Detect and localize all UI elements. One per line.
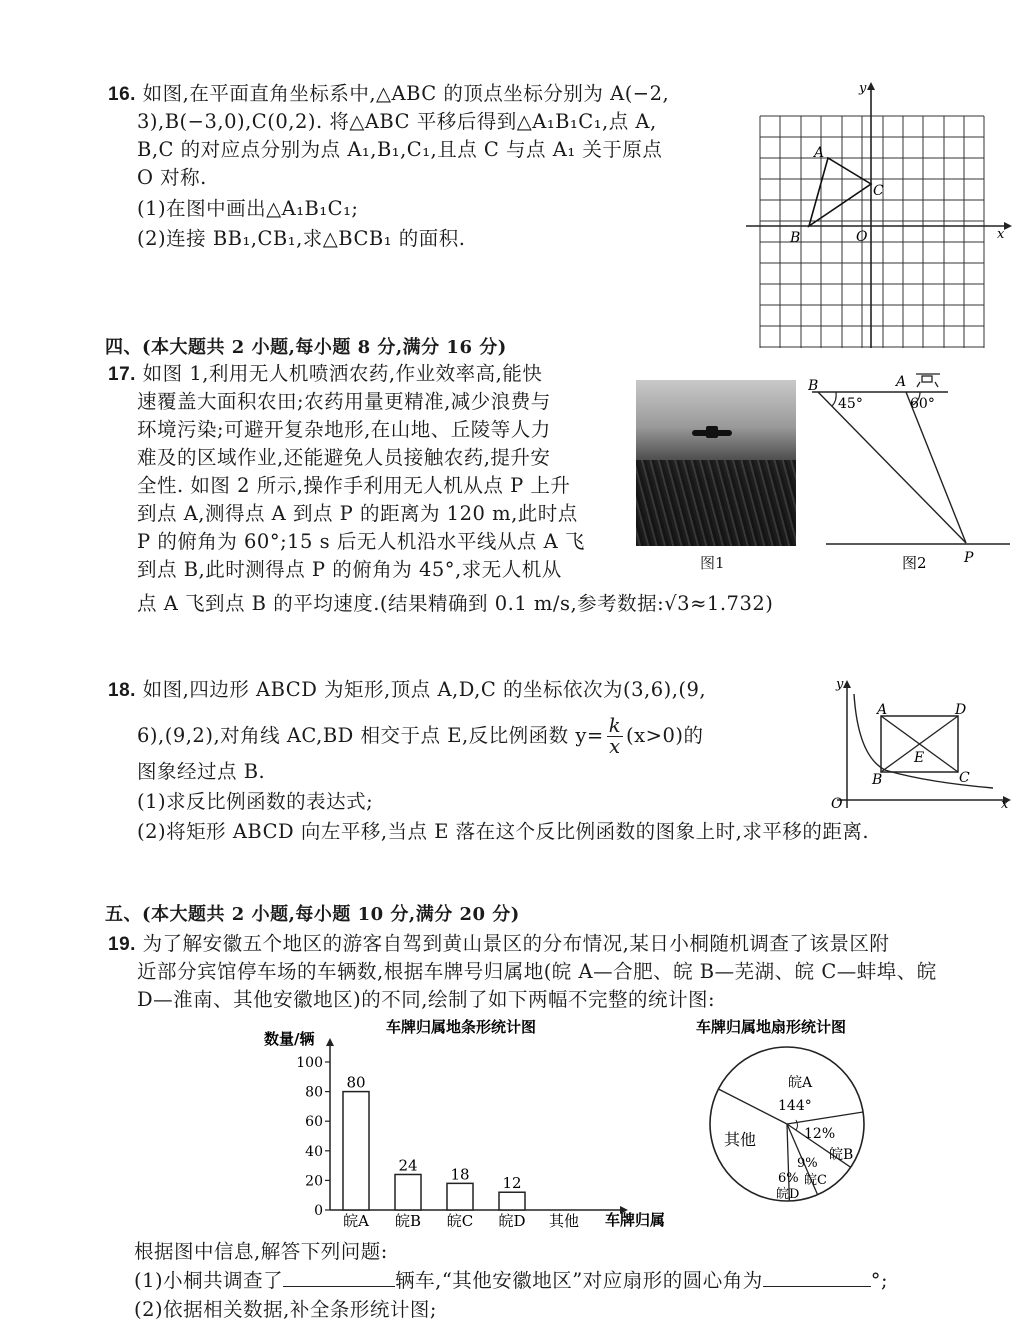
bar-value-label: 18 (450, 1165, 470, 1184)
q18-text-2a: 6),(9,2),对角线 AC,BD 相交于点 E,反比例函数 y= (137, 724, 604, 747)
q17-line-ap (906, 392, 966, 543)
q17-label-p: P (964, 550, 974, 566)
q19-blank-1[interactable] (283, 1266, 395, 1287)
q19-pie-chart (696, 1012, 901, 1212)
q19-sub-1 (134, 1266, 888, 1295)
q18-fraction (607, 716, 623, 757)
q19-blank-2[interactable] (763, 1266, 871, 1287)
bar-chart-xlabel: 车牌归属 (605, 1211, 666, 1229)
q17-line-7: P 的俯角为 60°;15 s 后无人机沿水平线从点 A 飞 (137, 530, 585, 553)
q18-label-a: A (877, 702, 888, 718)
q18-sub-1: (1)求反比例函数的表达式; (137, 790, 374, 813)
bar-y-tick-label: 80 (305, 1084, 323, 1101)
q18-line-1 (108, 676, 706, 705)
q17-photo-field (636, 460, 796, 546)
q19-after-text: 根据图中信息,解答下列问题: (134, 1240, 388, 1263)
q17-angle-arc-b (832, 392, 836, 406)
q16-line-2: 3),B(−3,0),C(0,2). 将△ABC 平移后得到△A₁B₁C₁,点 A, (137, 110, 657, 133)
q17-line-9: 点 A 飞到点 B 的平均速度.(结果精确到 0.1 m/s,参考数据:√3≈1.732) (137, 592, 774, 615)
bar-category-label: 皖C (446, 1212, 474, 1230)
q17-line-6: 到点 A,测得点 A 到点 P 的距离为 120 m,此时点 (137, 502, 578, 525)
q16-label-o: O (856, 229, 868, 245)
q16-y-arrow (867, 82, 875, 90)
q17-drone-body-icon (706, 426, 718, 438)
q18-figure (825, 676, 1013, 811)
q18-text-2b: (x>0)的 (626, 724, 704, 747)
bar-chart-categories (343, 1212, 579, 1230)
bar-0 (343, 1092, 369, 1210)
bar-value-label: 80 (346, 1073, 366, 1092)
bar-y-tick-label: 0 (314, 1203, 323, 1219)
q16-sub-2: (2)连接 BB₁,CB₁,求△BCB₁ 的面积. (137, 227, 466, 250)
pie-label-wan-a: 皖A (788, 1075, 813, 1091)
q18-label-y: y (836, 677, 844, 692)
bar-chart-title: 车牌归属地条形统计图 (386, 1018, 537, 1036)
bar-category-label: 其他 (548, 1212, 580, 1230)
q16-label-c: C (873, 183, 884, 199)
pie-chart-title: 车牌归属地扇形统计图 (696, 1018, 847, 1036)
bar-value-label: 24 (398, 1156, 418, 1175)
q17-label-a: A (896, 374, 907, 390)
pie-value-wan-b: 12% (804, 1126, 836, 1142)
bar-chart-ticks (296, 1055, 330, 1219)
pie-value-wan-c: 9% (797, 1156, 818, 1171)
bar-category-label: 皖D (498, 1212, 526, 1230)
section-5-heading: 五、(本大题共 2 小题,每小题 10 分,满分 20 分) (105, 904, 520, 925)
bar-chart-axes (326, 1038, 628, 1214)
q17-line-5: 全性. 如图 2 所示,操作手利用无人机从点 P 上升 (137, 474, 571, 497)
q17-line-3: 环境污染;可避开复杂地形,在山地、丘陵等人力 (137, 418, 551, 441)
q18-label-o: O (831, 796, 843, 811)
q18-line-3: 图象经过点 B. (137, 760, 266, 783)
pie-label-wan-b: 皖B (829, 1147, 854, 1163)
q18-label-c: C (959, 770, 970, 786)
bar-chart-bars (343, 1074, 525, 1210)
q16-label-y: y (859, 81, 867, 96)
q16-label-x: x (997, 227, 1005, 242)
bar-y-tick-label: 100 (296, 1055, 323, 1071)
q16-label-a: A (814, 145, 825, 161)
q19-bar-chart (258, 1012, 698, 1237)
q17-angle-45: 45° (838, 396, 863, 412)
q17-fig2-caption: 图2 (902, 554, 927, 570)
q19-number: 19. (108, 934, 136, 955)
q17-drone-small-icon (916, 374, 940, 387)
bar-2 (447, 1183, 473, 1210)
section-4-heading: 四、(本大题共 2 小题,每小题 8 分,满分 16 分) (105, 337, 507, 358)
bar-3 (499, 1192, 525, 1210)
q17-fig2-diagram (808, 370, 1013, 570)
pie-label-wan-c: 皖C (804, 1173, 827, 1188)
q19-sub-2: (2)依据相关数据,补全条形统计图; (134, 1298, 437, 1321)
q18-frac-den: x (609, 735, 621, 758)
q17-drone-photo (636, 380, 796, 546)
q19-sub1-c: °; (870, 1269, 889, 1292)
q17-label-b: B (808, 378, 819, 394)
bar-value-label: 12 (502, 1174, 522, 1193)
bar-y-tick-label: 20 (305, 1173, 323, 1190)
q18-label-d: D (955, 702, 967, 718)
bar-category-label: 皖A (343, 1212, 369, 1230)
q16-number: 16. (108, 84, 136, 105)
q17-line-bp (818, 392, 966, 543)
pie-value-wan-a: 144° (778, 1098, 812, 1114)
bar-chart-ylabel: 数量/辆 (264, 1030, 315, 1048)
q16-x-arrow (1004, 222, 1012, 230)
q17-line-4: 难及的区域作业,还能避免人员接触农药,提升安 (137, 446, 551, 469)
bar-y-tick-label: 60 (305, 1114, 323, 1131)
q18-label-x: x (1001, 797, 1009, 811)
q16-line-1 (108, 80, 669, 109)
q19-line-3: D—淮南、其他安徽地区)的不同,绘制了如下两幅不完整的统计图: (137, 988, 716, 1011)
q18-y-arrow (843, 680, 851, 688)
q18-number: 18. (108, 680, 136, 701)
q18-frac-num: k (608, 714, 622, 737)
q16-text-1: 如图,在平面直角坐标系中,△ABC 的顶点坐标分别为 A(−2, (142, 82, 670, 105)
q18-label-e: E (914, 750, 925, 766)
q17-angle-60: 60° (910, 396, 935, 412)
q17-line-2: 速覆盖大面积农田;农药用量更精准,减少浪费与 (137, 390, 551, 413)
q17-line-1 (108, 360, 542, 389)
q16-sub-1: (1)在图中画出△A₁B₁C₁; (137, 197, 359, 220)
q19-sub1-a: (1)小桐共调查了 (134, 1269, 284, 1292)
q17-fig1-caption: 图1 (700, 554, 725, 572)
q16-grid-figure (742, 78, 1012, 353)
q17-number: 17. (108, 364, 136, 385)
q18-label-b: B (872, 772, 883, 788)
pie-label-other: 其他 (724, 1130, 757, 1149)
bar-y-tick-label: 40 (305, 1143, 323, 1160)
q17-line-8: 到点 B,此时测得点 P 的俯角为 45°,求无人机从 (137, 558, 562, 581)
q18-line-2 (137, 716, 704, 757)
q16-label-b: B (790, 230, 801, 246)
bar-category-label: 皖B (394, 1212, 422, 1230)
pie-value-wan-d: 6% (778, 1171, 799, 1186)
q19-sub1-b: 辆车,“其他安徽地区”对应扇形的圆心角为 (395, 1269, 763, 1292)
q18-sub-2: (2)将矩形 ABCD 向左平移,当点 E 落在这个反比例函数的图象上时,求平移的距离. (137, 820, 870, 843)
bar-y-arrow (326, 1038, 334, 1046)
q16-line-4: O 对称. (137, 166, 207, 189)
q19-line-1 (108, 930, 889, 959)
q18-text-1: 如图,四边形 ABCD 为矩形,顶点 A,D,C 的坐标依次为(3,6),(9, (142, 678, 707, 701)
q19-line-2: 近部分宾馆停车场的车辆数,根据车牌号归属地(皖 A—合肥、皖 B—芜湖、皖 C—蚌埠、皖 (137, 960, 937, 983)
q19-text-1: 为了解安徽五个地区的游客自驾到黄山景区的分布情况,某日小桐随机调查了该景区附 (142, 932, 890, 955)
q17-text-1: 如图 1,利用无人机喷洒农药,作业效率高,能快 (142, 362, 543, 385)
pie-label-wan-d: 皖D (776, 1187, 800, 1202)
bar-1 (395, 1174, 421, 1210)
q16-line-3: B,C 的对应点分别为点 A₁,B₁,C₁,且点 C 与点 A₁ 关于原点 (137, 138, 663, 161)
